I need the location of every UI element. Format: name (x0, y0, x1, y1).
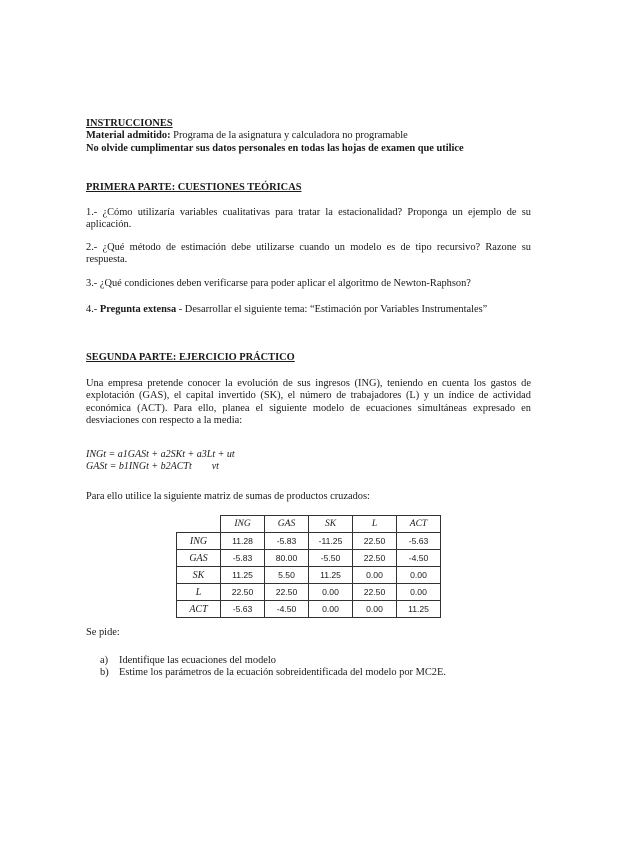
matrix-col-header: SK (309, 516, 353, 533)
material-label: Material admitido: (86, 130, 171, 142)
matrix-cell: -5.63 (221, 601, 265, 618)
matrix-col-header: ACT (397, 516, 441, 533)
matrix-cell: 5.50 (265, 567, 309, 584)
matrix-cell: 11.25 (309, 567, 353, 584)
instructions-block (86, 118, 531, 155)
matrix-cell: -5.83 (265, 533, 309, 550)
matrix-cell: 0.00 (309, 584, 353, 601)
reminder-text: No olvide cumplimentar sus datos personales en todas las hojas de examen que utilice (86, 142, 464, 154)
matrix-row-header: L (177, 584, 221, 601)
instructions-title: INSTRUCCIONES (86, 118, 173, 129)
part2-title: SEGUNDA PARTE: EJERCICIO PRÁCTICO (86, 352, 295, 363)
list-item-text: Identifique las ecuaciones del modelo (119, 655, 276, 666)
cross-products-matrix (176, 515, 441, 618)
task-list (100, 655, 446, 680)
equation-2-text: GASt = b1INGt + b2ACTt vt (86, 461, 219, 472)
material-line (86, 130, 531, 142)
asked-label: Se pide: (86, 627, 120, 638)
matrix-col-header: ING (221, 516, 265, 533)
matrix-cell: 0.00 (309, 601, 353, 618)
list-item (100, 655, 446, 667)
matrix-cell: 0.00 (397, 567, 441, 584)
matrix-cell: 0.00 (397, 584, 441, 601)
matrix-cell: -4.50 (397, 550, 441, 567)
matrix-cell: -4.50 (265, 601, 309, 618)
list-item (100, 667, 446, 679)
matrix-row (177, 601, 441, 618)
matrix-cell: -11.25 (309, 533, 353, 550)
part1-title: PRIMERA PARTE: CUESTIONES TEÓRICAS (86, 182, 302, 193)
matrix-cell: 22.50 (353, 550, 397, 567)
matrix-cell: 11.28 (221, 533, 265, 550)
list-item-text: Estime los parámetros de la ecuación sobreidentificada del modelo por MC2E. (119, 667, 446, 679)
matrix-row-header: ING (177, 533, 221, 550)
matrix-corner-cell (177, 516, 221, 533)
matrix-row (177, 533, 441, 550)
equation-2 (86, 461, 219, 473)
matrix-cell: 22.50 (353, 584, 397, 601)
matrix-row (177, 567, 441, 584)
matrix-cell: 22.50 (221, 584, 265, 601)
list-marker: a) (100, 655, 109, 666)
matrix-cell: -5.50 (309, 550, 353, 567)
question-2: 2.- ¿Qué método de estimación debe utilizarse cuando un modelo es de tipo recursivo? Razone su respuesta. (86, 242, 531, 266)
equation-1-text: INGt = a1GASt + a2SKt + a3Lt + ut (86, 449, 235, 460)
question-3: 3.- ¿Qué condiciones deben verificarse para poder aplicar el algoritmo de Newton-Raphson? (86, 278, 471, 289)
matrix-intro: Para ello utilice la siguiente matriz de sumas de productos cruzados: (86, 491, 370, 502)
equation-1 (86, 449, 235, 461)
matrix-cell: -5.63 (397, 533, 441, 550)
question-4-label: Pregunta extensa (99, 304, 177, 315)
matrix-row-header: SK (177, 567, 221, 584)
exercise-intro: Una empresa pretende conocer la evolución de sus ingresos (ING), teniendo en cuenta los gastos de explotación (GAS), el capital invertido (SK), el número de trabajadores (L) y un índice de actividad económica (ACT). Para ello, planea el siguiente modelo de ecuaciones simultáneas expresado en desviaciones con respecto a la media: (86, 378, 531, 427)
matrix-row-header: GAS (177, 550, 221, 567)
question-4-prefix: 4.- (86, 304, 100, 315)
matrix-cell: 80.00 (265, 550, 309, 567)
matrix-col-header: GAS (265, 516, 309, 533)
matrix-cell: 0.00 (353, 601, 397, 618)
question-1: 1.- ¿Cómo utilizaría variables cualitativas para tratar la estacionalidad? Proponga un ejemplo de su aplicación. (86, 207, 531, 231)
list-marker: b) (100, 667, 109, 679)
matrix-cell: 22.50 (265, 584, 309, 601)
question-4 (86, 304, 531, 316)
matrix-cell: 0.00 (353, 567, 397, 584)
matrix-cell: 22.50 (353, 533, 397, 550)
matrix-row (177, 584, 441, 601)
matrix-cell: -5.83 (221, 550, 265, 567)
matrix-cell: 11.25 (221, 567, 265, 584)
matrix-row-header: ACT (177, 601, 221, 618)
matrix-col-header: L (353, 516, 397, 533)
question-4-text: - Desarrollar el siguiente tema: “Estimación por Variables Instrumentales” (176, 304, 488, 315)
matrix-header-row (177, 516, 441, 533)
matrix-cell: 11.25 (397, 601, 441, 618)
material-text: Programa de la asignatura y calculadora no programable (170, 130, 408, 142)
matrix-row (177, 550, 441, 567)
